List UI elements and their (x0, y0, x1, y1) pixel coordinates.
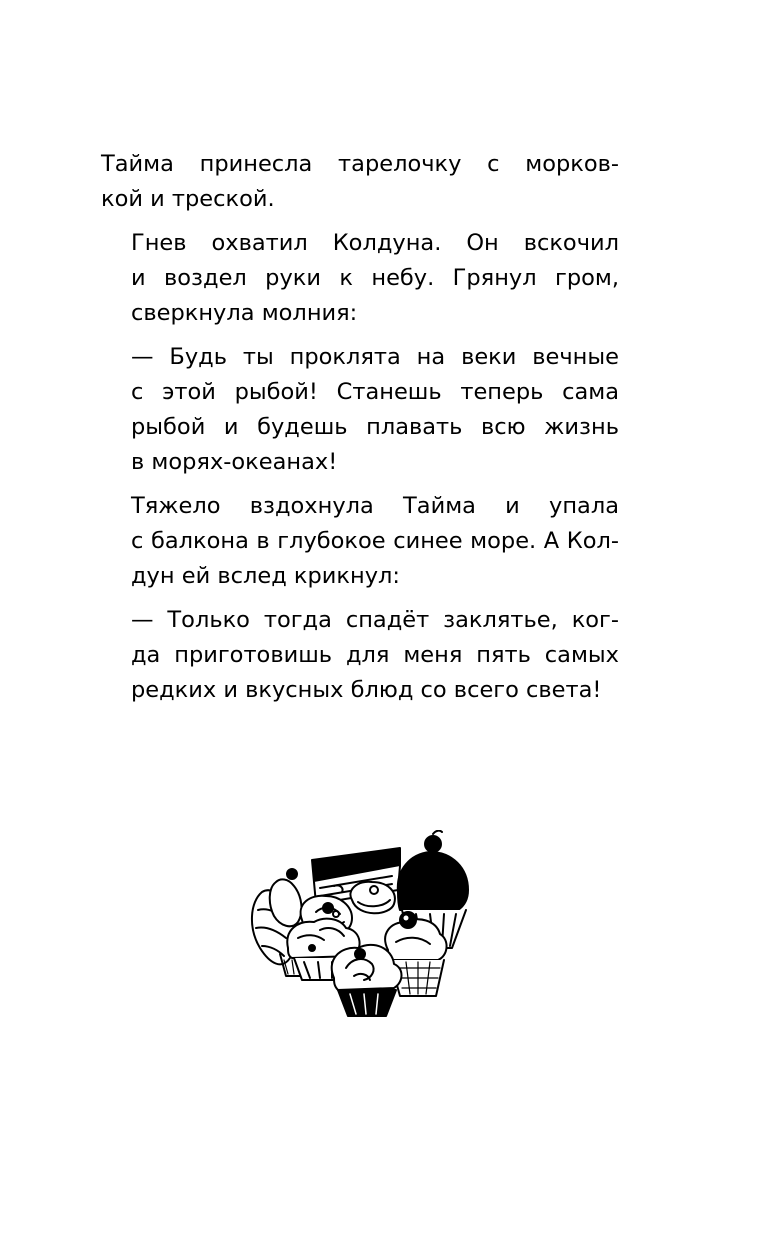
text-line: и воздел руки к небу. Грянул гром, (131, 265, 619, 291)
paragraph-4 (101, 489, 619, 594)
pastries-illustration-icon (240, 830, 485, 1025)
text-line: с этой рыбой! Станешь теперь сама (131, 379, 619, 405)
text-line: кой и треской. (101, 186, 275, 212)
text-line: дун ей вслед крикнул: (131, 563, 400, 589)
story-text (101, 147, 619, 708)
text-line: Гнев охватил Колдуна. Он вскочил (131, 230, 619, 256)
paragraph-2 (101, 226, 619, 331)
paragraph-5 (101, 603, 619, 708)
paragraph-1 (101, 147, 619, 217)
text-line: рыбой и будешь плавать всю жизнь (131, 414, 619, 440)
text-line: — Только тогда спадёт заклятье, ког- (131, 607, 619, 633)
paragraph-3 (101, 340, 619, 480)
text-line: с балкона в глубокое синее море. А Кол- (131, 528, 619, 554)
text-line: редких и вкусных блюд со всего света! (131, 677, 602, 703)
text-line: в морях-океанах! (131, 449, 338, 475)
text-line: сверкнула молния: (131, 300, 358, 326)
text-line: — Будь ты проклята на веки вечные (131, 344, 619, 370)
text-line: Тяжело вздохнула Тайма и упала (131, 493, 619, 519)
text-line: Тайма принесла тарелочку с морков- (101, 151, 619, 177)
text-line: да приготовишь для меня пять самых (131, 642, 619, 668)
